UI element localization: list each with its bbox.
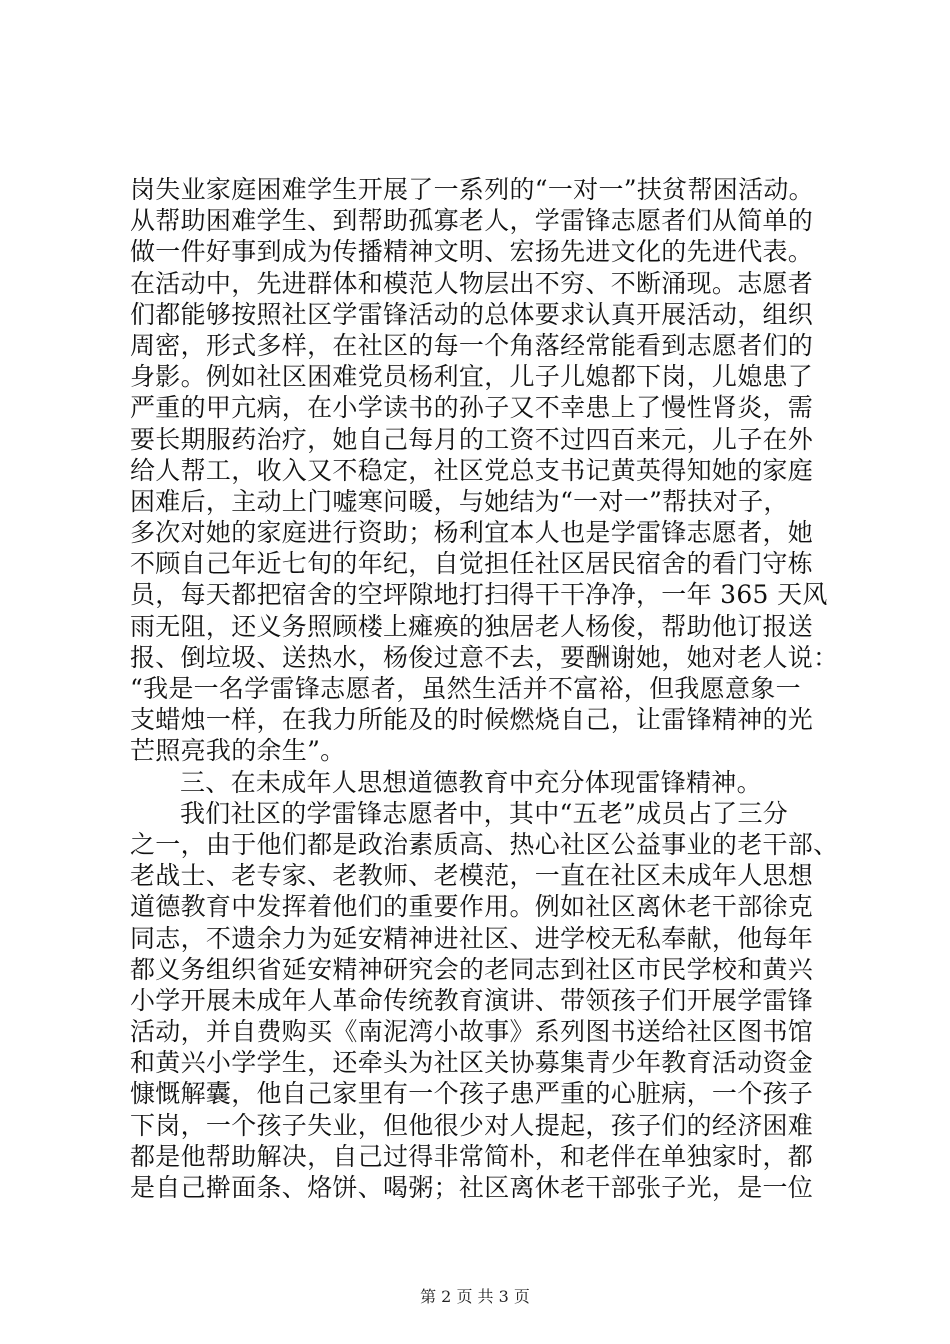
body-text xyxy=(130,174,839,1203)
text-line: 活动，并自费购买《南泥湾小故事》系列图书送给社区图书馆 xyxy=(130,1017,814,1047)
section-heading: 三、在未成年人思想道德教育中充分体现雷锋精神。 xyxy=(180,767,762,797)
text-line: 和黄兴小学学生，还牵头为社区关协募集青少年教育活动资金 xyxy=(130,1048,814,1078)
text-line: 道德教育中发挥着他们的重要作用。例如社区离休老干部徐克 xyxy=(130,892,814,922)
text-line: 同志，不遗余力为延安精神进社区、进学校无私奉献，他每年 xyxy=(130,923,814,953)
text-line: 芒照亮我的余生”。 xyxy=(130,736,346,766)
text-line: 是自己擀面条、烙饼、喝粥；社区离休老干部张子光，是一位 xyxy=(130,1173,814,1202)
text-line: 多次对她的家庭进行资助；杨利宜本人也是学雷锋志愿者，她 xyxy=(130,518,814,548)
text-line: 周密，形式多样，在社区的每一个角落经常能看到志愿者们的 xyxy=(130,330,814,360)
text-line: 支蜡烛一样，在我力所能及的时候燃烧自己，让雷锋精神的光 xyxy=(130,705,814,735)
text-line: 们都能够按照社区学雷锋活动的总体要求认真开展活动，组织 xyxy=(130,299,814,329)
text-line: 在活动中，先进群体和模范人物层出不穷、不断涌现。志愿者 xyxy=(130,268,814,298)
text-line: 严重的甲亢病，在小学读书的孙子又不幸患上了慢性肾炎，需 xyxy=(130,393,814,423)
text-line: 雨无阻，还义务照顾楼上瘫痪的独居老人杨俊，帮助他订报送 xyxy=(130,611,814,641)
text-line: 都义务组织省延安精神研究会的老同志到社区市民学校和黄兴 xyxy=(130,954,814,984)
text-line: 做一件好事到成为传播精神文明、宏扬先进文化的先进代表。 xyxy=(130,237,814,267)
text-line: 下岗，一个孩子失业，但他很少对人提起，孩子们的经济困难 xyxy=(130,1110,814,1140)
text-line: 老战士、老专家、老教师、老模范，一直在社区未成年人思想 xyxy=(130,861,814,891)
text-line: 慷慨解囊，他自己家里有一个孩子患严重的心脏病，一个孩子 xyxy=(130,1079,814,1109)
text-line: 之一，由于他们都是政治素质高、热心社区公益事业的老干部、 xyxy=(130,829,839,859)
text-line: 从帮助困难学生、到帮助孤寡老人，学雷锋志愿者们从简单的 xyxy=(130,206,814,236)
page-number-footer: 第 2 页 共 3 页 xyxy=(420,1287,530,1306)
text-line: “我是一名学雷锋志愿者，虽然生活并不富裕，但我愿意象一 xyxy=(130,674,801,703)
text-line: 身影。例如社区困难党员杨利宜，儿子儿媳都下岗，儿媳患了 xyxy=(130,362,814,392)
text-line: 小学开展未成年人革命传统教育演讲、带领孩子们开展学雷锋 xyxy=(130,985,814,1015)
text-line: 员，每天都把宿舍的空坪隙地打扫得干干净净，一年 365 天风 xyxy=(130,580,828,610)
text-line: 岗失业家庭困难学生开展了一系列的“一对一”扶贫帮困活动。 xyxy=(130,175,814,204)
text-line: 给人帮工，收入又不稳定，社区党总支书记黄英得知她的家庭 xyxy=(130,455,814,485)
text-line: 都是他帮助解决，自己过得非常简朴，和老伴在单独家时，都 xyxy=(130,1141,814,1171)
text-line: 困难后，主动上门嘘寒问暖，与她结为“一对一”帮扶对子， xyxy=(130,486,789,516)
text-line: 要长期服药治疗，她自己每月的工资不过四百来元，儿子在外 xyxy=(130,424,814,454)
text-line: 不顾自己年近七旬的年纪，自觉担任社区居民宿舍的看门守栋 xyxy=(130,549,814,579)
text-line: 我们社区的学雷锋志愿者中，其中“五老”成员占了三分 xyxy=(180,798,789,828)
text-line: 报、倒垃圾、送热水，杨俊过意不去，要酬谢她，她对老人说： xyxy=(130,642,839,672)
